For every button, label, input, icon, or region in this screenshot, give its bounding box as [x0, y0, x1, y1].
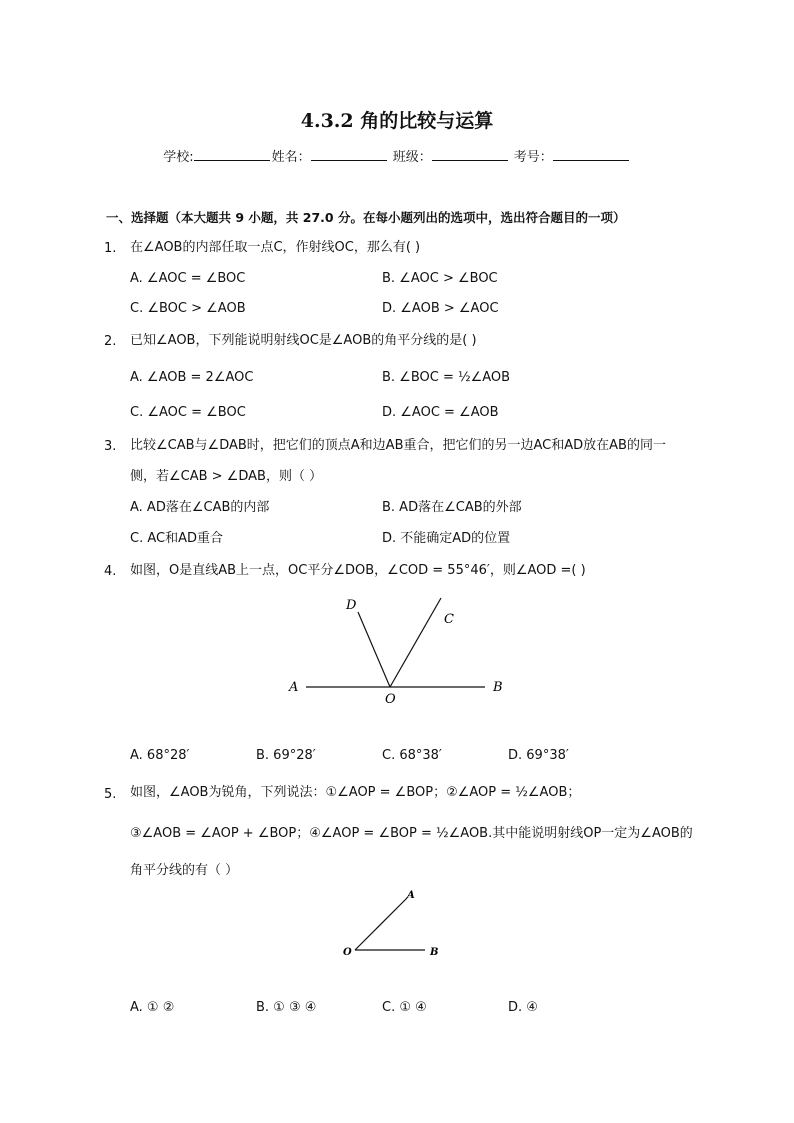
option-a[interactable]: A. AD落在∠CAB的内部 [130, 500, 270, 515]
question-text: 如图，O是直线AB上一点，OC平分∠DOB，∠COD = 55°46′，则∠AOD =( ) [130, 563, 586, 578]
label-b: B [493, 680, 503, 695]
option-b[interactable]: B. AD落在∠CAB的外部 [382, 500, 522, 515]
page-title: 4.3.2 角的比较与运算 [300, 110, 494, 132]
school-blank[interactable] [194, 148, 270, 161]
option-c[interactable]: C. ∠BOC > ∠AOB [130, 301, 246, 316]
option-a[interactable]: A. ∠AOB = 2∠AOC [130, 370, 254, 385]
label-d: D [346, 598, 357, 613]
school-label: 学校: [163, 150, 194, 165]
label-c: C [444, 612, 454, 627]
question-text: 在∠AOB的内部任取一点C，作射线OC，那么有( ) [130, 240, 421, 255]
question-text: 已知∠AOB，下列能说明射线OC是∠AOB的角平分线的是( ) [130, 333, 477, 348]
question-text-line-1: 比较∠CAB与∠DAB时，把它们的顶点A和边AB重合，把它们的另一边AC和AD放在AB的同一 [130, 438, 666, 453]
option-a[interactable]: A. ∠AOC = ∠BOC [130, 271, 246, 286]
name-blank[interactable] [311, 148, 387, 161]
question-text-line-2: 侧，若∠CAB > ∠DAB，则（ ） [130, 469, 323, 484]
question-number: 5. [104, 787, 117, 802]
exam-no-label: 考号： [513, 150, 553, 165]
ray-oa [355, 898, 407, 950]
figure-angle-line-ab [280, 590, 520, 715]
label-o: O [343, 947, 352, 958]
section-heading: 一、选择题（本大题共 9 小题，共 27.0 分。在每小题列出的选项中，选出符合题目的一项） [106, 210, 626, 225]
label-b: B [430, 947, 439, 958]
question-text-line-3: 角平分线的有（ ） [130, 863, 239, 878]
class-blank[interactable] [432, 148, 508, 161]
class-label: 班级： [392, 150, 432, 165]
option-b[interactable]: B. ∠BOC = ½∠AOB [382, 370, 511, 385]
question-number: 1. [104, 241, 117, 256]
ray-od [358, 612, 390, 687]
name-label: 姓名： [271, 150, 311, 165]
option-d[interactable]: D. ∠AOC = ∠AOB [382, 405, 499, 420]
option-b[interactable]: B. ∠AOC > ∠BOC [382, 271, 498, 286]
option-d[interactable]: D. ∠AOB > ∠AOC [382, 301, 499, 316]
option-a[interactable]: A. 68°28′ [130, 748, 190, 763]
figure-acute-angle [335, 880, 455, 965]
option-c[interactable]: C. ∠AOC = ∠BOC [130, 405, 246, 420]
option-d[interactable]: D. 不能确定AD的位置 [382, 531, 511, 546]
option-a[interactable]: A. ① ② [130, 1000, 175, 1015]
option-b[interactable]: B. ① ③ ④ [256, 1000, 317, 1015]
exam-no-blank[interactable] [553, 148, 629, 161]
question-text-line-1: 如图，∠AOB为锐角，下列说法：①∠AOP = ∠BOP；②∠AOP = ½∠AOB； [130, 785, 581, 800]
option-c[interactable]: C. ① ④ [382, 1000, 427, 1015]
label-a: A [289, 680, 299, 695]
question-number: 3. [104, 439, 117, 454]
option-c[interactable]: C. 68°38′ [382, 748, 442, 763]
label-a: A [407, 890, 415, 901]
question-number: 2. [104, 334, 117, 349]
question-number: 4. [104, 564, 117, 579]
student-info-row [0, 146, 794, 165]
option-c[interactable]: C. AC和AD重合 [130, 531, 223, 546]
ray-oc [390, 598, 441, 687]
option-b[interactable]: B. 69°28′ [256, 748, 316, 763]
option-d[interactable]: D. 69°38′ [508, 748, 569, 763]
option-d[interactable]: D. ④ [508, 1000, 538, 1015]
question-text-line-2: ③∠AOB = ∠AOP + ∠BOP；④∠AOP = ∠BOP = ½∠AOB.其中能说明射线OP一定为∠AOB的 [130, 826, 693, 841]
label-o: O [385, 692, 396, 707]
